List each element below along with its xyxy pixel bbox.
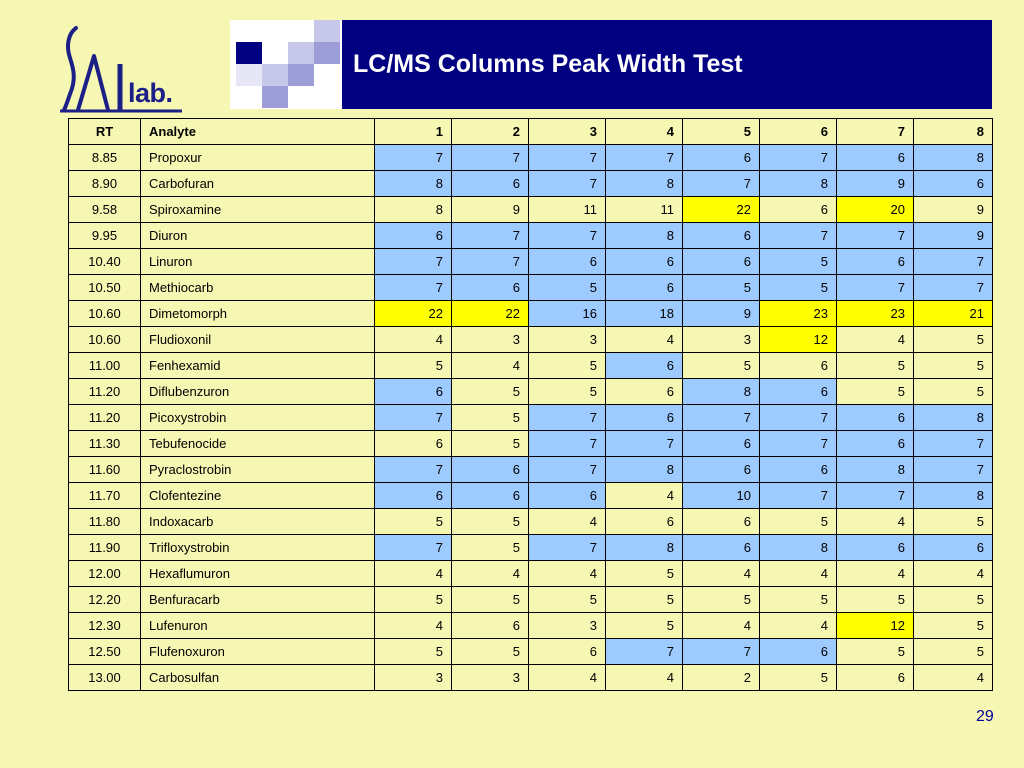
value-cell: 7 xyxy=(760,223,837,249)
value-cell: 21 xyxy=(914,301,993,327)
value-cell: 5 xyxy=(606,587,683,613)
value-cell: 5 xyxy=(760,275,837,301)
value-cell: 3 xyxy=(452,665,529,691)
header-analyte: Analyte xyxy=(141,119,375,145)
value-cell: 5 xyxy=(914,353,993,379)
value-cell: 7 xyxy=(914,275,993,301)
rt-cell: 12.00 xyxy=(69,561,141,587)
analyte-cell: Tebufenocide xyxy=(141,431,375,457)
header-col-4: 4 xyxy=(606,119,683,145)
value-cell: 8 xyxy=(837,457,914,483)
analyte-cell: Fludioxonil xyxy=(141,327,375,353)
rt-cell: 12.50 xyxy=(69,639,141,665)
value-cell: 7 xyxy=(606,431,683,457)
value-cell: 6 xyxy=(837,431,914,457)
value-cell: 6 xyxy=(683,535,760,561)
value-cell: 9 xyxy=(452,197,529,223)
value-cell: 6 xyxy=(375,379,452,405)
value-cell: 5 xyxy=(837,639,914,665)
value-cell: 4 xyxy=(837,327,914,353)
rt-cell: 8.85 xyxy=(69,145,141,171)
value-cell: 7 xyxy=(375,275,452,301)
value-cell: 3 xyxy=(683,327,760,353)
value-cell: 7 xyxy=(529,431,606,457)
value-cell: 5 xyxy=(837,587,914,613)
value-cell: 8 xyxy=(760,535,837,561)
analyte-cell: Carbosulfan xyxy=(141,665,375,691)
value-cell: 6 xyxy=(760,457,837,483)
table-row xyxy=(69,327,993,353)
analyte-cell: Carbofuran xyxy=(141,171,375,197)
value-cell: 6 xyxy=(683,457,760,483)
table-row xyxy=(69,249,993,275)
value-cell: 9 xyxy=(914,197,993,223)
value-cell: 4 xyxy=(606,327,683,353)
value-cell: 5 xyxy=(452,379,529,405)
header-col-7: 7 xyxy=(837,119,914,145)
value-cell: 6 xyxy=(452,457,529,483)
value-cell: 8 xyxy=(375,197,452,223)
value-cell: 23 xyxy=(760,301,837,327)
rt-cell: 11.00 xyxy=(69,353,141,379)
value-cell: 8 xyxy=(375,171,452,197)
table-row xyxy=(69,171,993,197)
value-cell: 7 xyxy=(837,483,914,509)
rt-cell: 9.95 xyxy=(69,223,141,249)
analyte-cell: Fenhexamid xyxy=(141,353,375,379)
value-cell: 5 xyxy=(529,379,606,405)
value-cell: 12 xyxy=(760,327,837,353)
value-cell: 4 xyxy=(914,665,993,691)
value-cell: 7 xyxy=(529,223,606,249)
value-cell: 8 xyxy=(606,223,683,249)
header-col-6: 6 xyxy=(760,119,837,145)
table-row xyxy=(69,509,993,535)
value-cell: 5 xyxy=(452,405,529,431)
value-cell: 6 xyxy=(375,483,452,509)
value-cell: 7 xyxy=(914,457,993,483)
value-cell: 7 xyxy=(760,431,837,457)
table-header-row xyxy=(69,119,993,145)
value-cell: 6 xyxy=(606,405,683,431)
value-cell: 7 xyxy=(375,535,452,561)
value-cell: 8 xyxy=(914,405,993,431)
value-cell: 16 xyxy=(529,301,606,327)
value-cell: 7 xyxy=(529,457,606,483)
value-cell: 3 xyxy=(529,613,606,639)
value-cell: 7 xyxy=(452,145,529,171)
table-row xyxy=(69,353,993,379)
analyte-cell: Methiocarb xyxy=(141,275,375,301)
value-cell: 5 xyxy=(837,379,914,405)
value-cell: 7 xyxy=(529,535,606,561)
value-cell: 18 xyxy=(606,301,683,327)
rt-cell: 11.20 xyxy=(69,379,141,405)
table-row xyxy=(69,197,993,223)
table-row xyxy=(69,223,993,249)
value-cell: 2 xyxy=(683,665,760,691)
slide-title: LC/MS Columns Peak Width Test xyxy=(353,50,743,78)
value-cell: 6 xyxy=(452,483,529,509)
analyte-cell: Lufenuron xyxy=(141,613,375,639)
value-cell: 7 xyxy=(452,223,529,249)
logo-text: lab. xyxy=(128,78,173,108)
header-col-1: 1 xyxy=(375,119,452,145)
rt-cell: 10.60 xyxy=(69,301,141,327)
value-cell: 6 xyxy=(914,535,993,561)
analyte-cell: Linuron xyxy=(141,249,375,275)
value-cell: 8 xyxy=(914,145,993,171)
analyte-cell: Picoxystrobin xyxy=(141,405,375,431)
value-cell: 3 xyxy=(452,327,529,353)
table-row xyxy=(69,535,993,561)
analyte-cell: Flufenoxuron xyxy=(141,639,375,665)
value-cell: 6 xyxy=(914,171,993,197)
table-row xyxy=(69,457,993,483)
rt-cell: 8.90 xyxy=(69,171,141,197)
value-cell: 5 xyxy=(760,665,837,691)
value-cell: 5 xyxy=(529,275,606,301)
analyte-cell: Indoxacarb xyxy=(141,509,375,535)
value-cell: 6 xyxy=(375,223,452,249)
value-cell: 4 xyxy=(760,561,837,587)
value-cell: 5 xyxy=(683,353,760,379)
value-cell: 6 xyxy=(606,249,683,275)
value-cell: 7 xyxy=(606,145,683,171)
value-cell: 5 xyxy=(375,587,452,613)
rt-cell: 12.20 xyxy=(69,587,141,613)
rt-cell: 11.60 xyxy=(69,457,141,483)
analyte-cell: Hexaflumuron xyxy=(141,561,375,587)
value-cell: 23 xyxy=(837,301,914,327)
value-cell: 7 xyxy=(837,223,914,249)
value-cell: 5 xyxy=(683,275,760,301)
value-cell: 20 xyxy=(837,197,914,223)
value-cell: 5 xyxy=(683,587,760,613)
value-cell: 12 xyxy=(837,613,914,639)
analyte-cell: Clofentezine xyxy=(141,483,375,509)
value-cell: 4 xyxy=(760,613,837,639)
value-cell: 6 xyxy=(683,223,760,249)
rt-cell: 11.30 xyxy=(69,431,141,457)
value-cell: 7 xyxy=(760,483,837,509)
table-row xyxy=(69,665,993,691)
value-cell: 4 xyxy=(606,665,683,691)
value-cell: 4 xyxy=(837,561,914,587)
header-rt: RT xyxy=(69,119,141,145)
value-cell: 5 xyxy=(914,379,993,405)
value-cell: 6 xyxy=(837,665,914,691)
analyte-cell: Spiroxamine xyxy=(141,197,375,223)
analyte-cell: Pyraclostrobin xyxy=(141,457,375,483)
value-cell: 4 xyxy=(606,483,683,509)
rt-cell: 10.50 xyxy=(69,275,141,301)
value-cell: 8 xyxy=(760,171,837,197)
value-cell: 4 xyxy=(375,613,452,639)
value-cell: 6 xyxy=(683,509,760,535)
value-cell: 6 xyxy=(529,249,606,275)
value-cell: 8 xyxy=(606,171,683,197)
value-cell: 4 xyxy=(683,561,760,587)
peak-width-table xyxy=(68,118,993,691)
value-cell: 8 xyxy=(914,483,993,509)
value-cell: 6 xyxy=(452,171,529,197)
title-banner xyxy=(230,20,992,109)
value-cell: 9 xyxy=(914,223,993,249)
value-cell: 7 xyxy=(529,171,606,197)
value-cell: 22 xyxy=(375,301,452,327)
value-cell: 6 xyxy=(683,145,760,171)
value-cell: 6 xyxy=(683,431,760,457)
value-cell: 5 xyxy=(914,587,993,613)
value-cell: 7 xyxy=(529,405,606,431)
header-col-5: 5 xyxy=(683,119,760,145)
value-cell: 6 xyxy=(452,275,529,301)
value-cell: 4 xyxy=(914,561,993,587)
value-cell: 6 xyxy=(606,275,683,301)
value-cell: 4 xyxy=(452,561,529,587)
value-cell: 7 xyxy=(683,639,760,665)
value-cell: 7 xyxy=(606,639,683,665)
value-cell: 4 xyxy=(452,353,529,379)
analyte-cell: Benfuracarb xyxy=(141,587,375,613)
value-cell: 5 xyxy=(529,353,606,379)
value-cell: 6 xyxy=(837,535,914,561)
value-cell: 7 xyxy=(914,431,993,457)
value-cell: 3 xyxy=(375,665,452,691)
analyte-cell: Propoxur xyxy=(141,145,375,171)
value-cell: 5 xyxy=(760,509,837,535)
table-row xyxy=(69,587,993,613)
value-cell: 5 xyxy=(914,639,993,665)
value-cell: 6 xyxy=(760,639,837,665)
header-col-8: 8 xyxy=(914,119,993,145)
value-cell: 5 xyxy=(837,353,914,379)
value-cell: 4 xyxy=(375,327,452,353)
value-cell: 6 xyxy=(375,431,452,457)
value-cell: 7 xyxy=(529,145,606,171)
value-cell: 5 xyxy=(914,509,993,535)
rt-cell: 10.40 xyxy=(69,249,141,275)
value-cell: 4 xyxy=(375,561,452,587)
value-cell: 9 xyxy=(683,301,760,327)
value-cell: 11 xyxy=(606,197,683,223)
table-row xyxy=(69,431,993,457)
value-cell: 7 xyxy=(375,405,452,431)
table-row xyxy=(69,613,993,639)
analyte-cell: Trifloxystrobin xyxy=(141,535,375,561)
value-cell: 6 xyxy=(606,379,683,405)
value-cell: 7 xyxy=(452,249,529,275)
rt-cell: 12.30 xyxy=(69,613,141,639)
value-cell: 5 xyxy=(452,509,529,535)
value-cell: 4 xyxy=(837,509,914,535)
value-cell: 6 xyxy=(529,639,606,665)
header-col-2: 2 xyxy=(452,119,529,145)
value-cell: 6 xyxy=(452,613,529,639)
table-row xyxy=(69,483,993,509)
value-cell: 7 xyxy=(914,249,993,275)
rt-cell: 9.58 xyxy=(69,197,141,223)
rt-cell: 11.80 xyxy=(69,509,141,535)
value-cell: 9 xyxy=(837,171,914,197)
value-cell: 7 xyxy=(375,457,452,483)
value-cell: 4 xyxy=(529,665,606,691)
value-cell: 6 xyxy=(837,249,914,275)
value-cell: 6 xyxy=(837,145,914,171)
table-body xyxy=(69,145,993,691)
table-row xyxy=(69,275,993,301)
value-cell: 6 xyxy=(760,353,837,379)
value-cell: 5 xyxy=(914,613,993,639)
rt-cell: 13.00 xyxy=(69,665,141,691)
value-cell: 5 xyxy=(375,509,452,535)
value-cell: 6 xyxy=(683,249,760,275)
value-cell: 6 xyxy=(529,483,606,509)
value-cell: 7 xyxy=(375,249,452,275)
value-cell: 5 xyxy=(452,535,529,561)
value-cell: 8 xyxy=(683,379,760,405)
page-number: 29 xyxy=(976,708,994,725)
value-cell: 5 xyxy=(375,639,452,665)
value-cell: 5 xyxy=(606,561,683,587)
value-cell: 5 xyxy=(452,587,529,613)
value-cell: 7 xyxy=(837,275,914,301)
value-cell: 5 xyxy=(760,587,837,613)
table-row xyxy=(69,639,993,665)
value-cell: 5 xyxy=(760,249,837,275)
value-cell: 3 xyxy=(529,327,606,353)
value-cell: 22 xyxy=(683,197,760,223)
analyte-cell: Diflubenzuron xyxy=(141,379,375,405)
analyte-cell: Diuron xyxy=(141,223,375,249)
value-cell: 5 xyxy=(914,327,993,353)
value-cell: 6 xyxy=(760,197,837,223)
value-cell: 6 xyxy=(606,509,683,535)
value-cell: 6 xyxy=(760,379,837,405)
value-cell: 5 xyxy=(452,431,529,457)
table-row xyxy=(69,561,993,587)
rt-cell: 11.70 xyxy=(69,483,141,509)
value-cell: 5 xyxy=(452,639,529,665)
value-cell: 7 xyxy=(683,405,760,431)
rt-cell: 11.20 xyxy=(69,405,141,431)
value-cell: 7 xyxy=(760,405,837,431)
value-cell: 5 xyxy=(529,587,606,613)
analyte-cell: Dimetomorph xyxy=(141,301,375,327)
rt-cell: 11.90 xyxy=(69,535,141,561)
header-col-3: 3 xyxy=(529,119,606,145)
value-cell: 5 xyxy=(375,353,452,379)
value-cell: 4 xyxy=(529,509,606,535)
value-cell: 4 xyxy=(683,613,760,639)
value-cell: 7 xyxy=(375,145,452,171)
value-cell: 6 xyxy=(837,405,914,431)
value-cell: 5 xyxy=(606,613,683,639)
table-row xyxy=(69,301,993,327)
value-cell: 8 xyxy=(606,457,683,483)
value-cell: 10 xyxy=(683,483,760,509)
rt-cell: 10.60 xyxy=(69,327,141,353)
value-cell: 4 xyxy=(529,561,606,587)
value-cell: 6 xyxy=(606,353,683,379)
value-cell: 7 xyxy=(683,171,760,197)
table-row xyxy=(69,145,993,171)
value-cell: 11 xyxy=(529,197,606,223)
table-row xyxy=(69,379,993,405)
value-cell: 7 xyxy=(760,145,837,171)
table-row xyxy=(69,405,993,431)
value-cell: 8 xyxy=(606,535,683,561)
value-cell: 22 xyxy=(452,301,529,327)
